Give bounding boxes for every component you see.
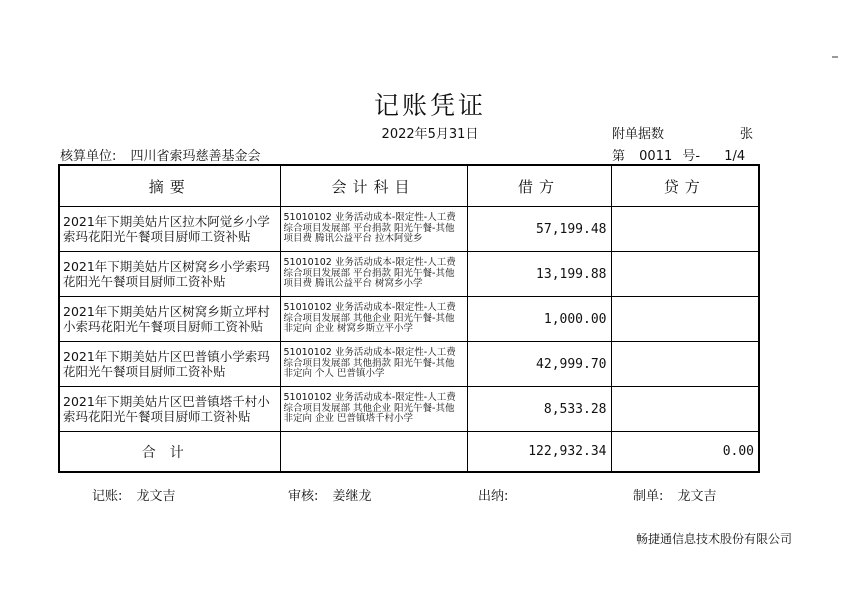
voucher-no: 0011 (639, 149, 673, 164)
entry-debit: 1,000.00 (467, 297, 611, 342)
voucher-title: 记账凭证 (373, 91, 486, 120)
scan-mark (832, 56, 838, 58)
entry-credit (611, 252, 759, 297)
accounting-unit (60, 145, 261, 164)
preparer-label: 制单: (633, 489, 664, 504)
total-row (59, 432, 759, 473)
col-credit: 贷方 (611, 165, 759, 207)
entry-credit (611, 297, 759, 342)
entry-account: 51010102 业务活动成本-限定性-人工费 综合项目发展部 平台捐款 阳光午餐-其他 项目费 腾讯公益平台 树窝乡小学 (280, 252, 467, 297)
reviewer-label: 审核: (288, 489, 319, 504)
preparer-name: 龙文吉 (677, 489, 717, 504)
entry-debit: 13,199.88 (467, 252, 611, 297)
table-row (59, 297, 759, 342)
preparer (633, 485, 717, 504)
entry-summary: 2021年下期美姑片区巴普镇塔千村小索玛花阳光午餐项目厨师工资补贴 (59, 387, 280, 432)
total-label: 合计 (59, 432, 280, 473)
entry-account: 51010102 业务活动成本-限定性-人工费 综合项目发展部 平台捐款 阳光午餐-其他 项目费 腾讯公益平台 拉木阿觉乡 (280, 207, 467, 252)
voucher-label: 第 (612, 149, 626, 164)
bookkeeper (92, 485, 176, 504)
col-debit: 借方 (467, 165, 611, 207)
unit-label: 核算单位: (60, 149, 117, 164)
bookkeeper-label: 记账: (92, 489, 123, 504)
entry-account: 51010102 业务活动成本-限定性-人工费 综合项目发展部 其他捐款 阳光午餐-其他 非定向 个人 巴普镇小学 (280, 342, 467, 387)
voucher-suffix: 号- (682, 149, 701, 164)
voucher-number (612, 145, 745, 164)
total-credit: 0.00 (611, 432, 759, 473)
software-company: 畅捷通信息技术股份有限公司 (635, 532, 792, 546)
entry-credit (611, 207, 759, 252)
total-debit: 122,932.34 (467, 432, 611, 473)
entry-debit: 57,199.48 (467, 207, 611, 252)
table-row (59, 342, 759, 387)
table-row (59, 207, 759, 252)
attachments-unit: 张 (740, 127, 754, 142)
cashier (478, 485, 518, 504)
entry-credit (611, 342, 759, 387)
table-row (59, 252, 759, 297)
entry-account: 51010102 业务活动成本-限定性-人工费 综合项目发展部 其他企业 阳光午餐-其他 非定向 企业 巴普镇塔千村小学 (280, 387, 467, 432)
total-account-empty (280, 432, 467, 473)
entry-summary: 2021年下期美姑片区树窝乡小学索玛花阳光午餐项目厨师工资补贴 (59, 252, 280, 297)
bookkeeper-name: 龙文吉 (136, 489, 176, 504)
voucher-table (58, 164, 760, 473)
voucher-date: 2022年5月31日 (381, 127, 479, 142)
header-row (59, 165, 759, 207)
col-summary: 摘要 (59, 165, 280, 207)
entry-debit: 8,533.28 (467, 387, 611, 432)
reviewer-name: 姜继龙 (332, 489, 372, 504)
entry-summary: 2021年下期美姑片区树窝乡斯立坪村小索玛花阳光午餐项目厨师工资补贴 (59, 297, 280, 342)
table-row (59, 387, 759, 432)
voucher-page: 1/4 (724, 149, 746, 164)
entry-debit: 42,999.70 (467, 342, 611, 387)
unit-name: 四川省索玛慈善基金会 (130, 149, 261, 164)
attachments-label: 附单据数 (612, 127, 665, 142)
col-account: 会计科目 (280, 165, 467, 207)
reviewer (288, 485, 372, 504)
entry-summary: 2021年下期美姑片区巴普镇小学索玛花阳光午餐项目厨师工资补贴 (59, 342, 280, 387)
entry-credit (611, 387, 759, 432)
entry-summary: 2021年下期美姑片区拉木阿觉乡小学索玛花阳光午餐项目厨师工资补贴 (59, 207, 280, 252)
entry-account: 51010102 业务活动成本-限定性-人工费 综合项目发展部 其他企业 阳光午餐-其他 非定向 企业 树窝乡斯立平小学 (280, 297, 467, 342)
cashier-label: 出纳: (478, 489, 509, 504)
